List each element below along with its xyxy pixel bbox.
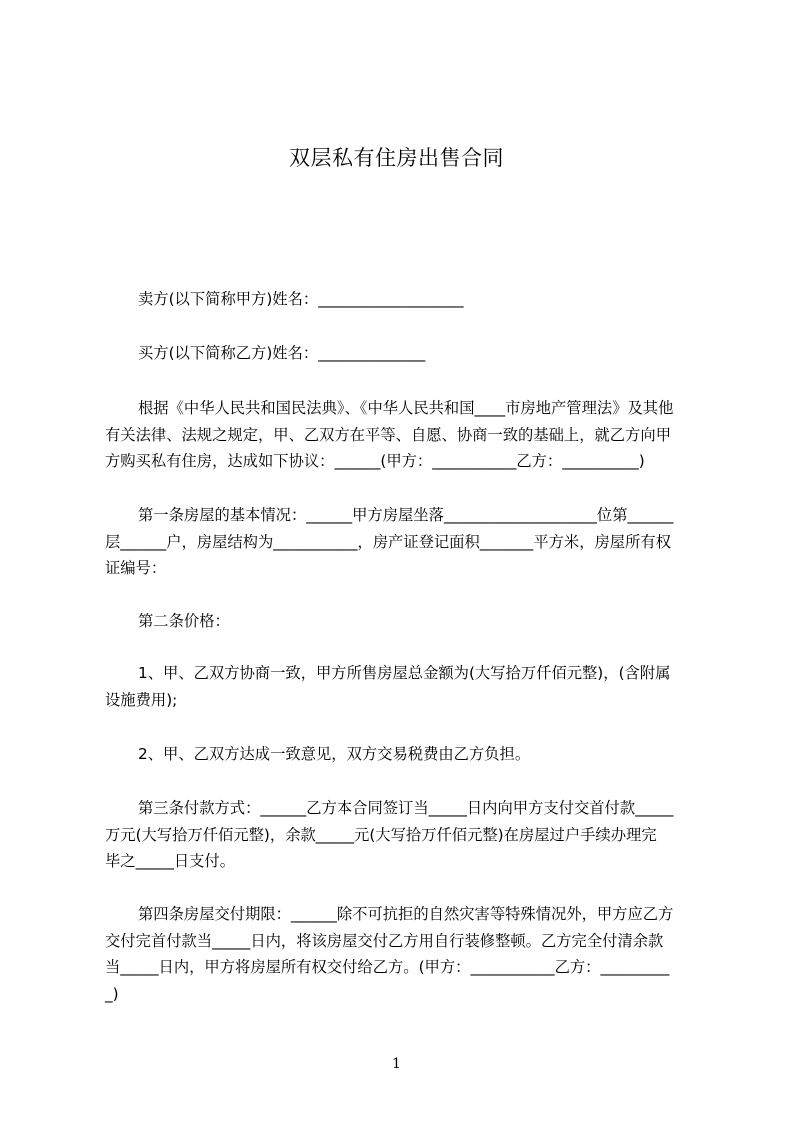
buyer-paragraph [105, 340, 700, 367]
article-4-line-3: 当_____日内，甲方将房屋所有权交付给乙方。(甲方：___________乙方：_________ [105, 958, 670, 976]
intro-paragraph [105, 395, 700, 475]
article-2-item-1-line-2: 设施费用); [105, 690, 178, 709]
article-3-paragraph [105, 795, 700, 875]
intro-line-3: 方购买私有住房，达成如下协议：______(甲方：___________乙方：__________) [105, 452, 645, 470]
article-2-item-1-paragraph [105, 660, 700, 713]
intro-line-2: 有关法律、法规之规定，甲、乙双方在平等、自愿、协商一致的基础上，就乙方向甲 [105, 425, 671, 444]
buyer-name-line: 买方(以下简称乙方)姓名：______________ [138, 344, 426, 362]
article-2-title-paragraph [105, 608, 700, 635]
article-2-item-1-line-1: 1、甲、乙双方协商一致，甲方所售房屋总金额为(大写拾万仟佰元整)，(含附属 [138, 664, 671, 682]
article-3-line-1: 第三条付款方式：______乙方本合同签订当_____日内向甲方支付交首付款_____ [138, 799, 674, 817]
article-1-line-2: 层______户，房屋结构为___________，房产证登记面积_______平方米，房屋所有权 [105, 532, 671, 551]
article-3-line-2: 万元(大写拾万仟佰元整)，余款_____元(大写拾万仟佰元整)在房屋过户手续办理完 [105, 825, 657, 844]
article-4-line-4: _) [105, 984, 119, 1003]
article-2-title: 第二条价格： [138, 612, 230, 630]
article-4-paragraph [105, 901, 700, 1007]
article-2-item-2-line: 2、甲、乙双方达成一致意见，双方交易税费由乙方负担。 [138, 745, 531, 763]
article-4-line-1: 第四条房屋交付期限：______除不可抗拒的自然灾害等特殊情况外，甲方应乙方 [138, 905, 674, 923]
article-1-paragraph [105, 502, 700, 582]
article-3-line-3: 毕之_____日支付。 [105, 852, 236, 870]
intro-line-1: 根据《中华人民共和国民法典》、《中华人民共和国____市房地产管理法》及其他 [138, 399, 674, 417]
page-number: 1 [392, 1056, 401, 1072]
article-2-item-2-paragraph [105, 741, 700, 768]
seller-name-line: 卖方(以下简称甲方)姓名：___________________ [138, 290, 464, 308]
article-1-line-3: 证编号： [105, 559, 167, 577]
article-4-line-2: 交付完首付款当_____日内，将该房屋交付乙方用自行装修整顿。乙方完全付清余款 [105, 931, 664, 950]
article-1-line-1: 第一条房屋的基本情况：______甲方房屋坐落____________________位第______ [138, 506, 674, 524]
seller-paragraph [105, 286, 700, 313]
contract-title: 双层私有住房出售合同 [289, 146, 504, 170]
